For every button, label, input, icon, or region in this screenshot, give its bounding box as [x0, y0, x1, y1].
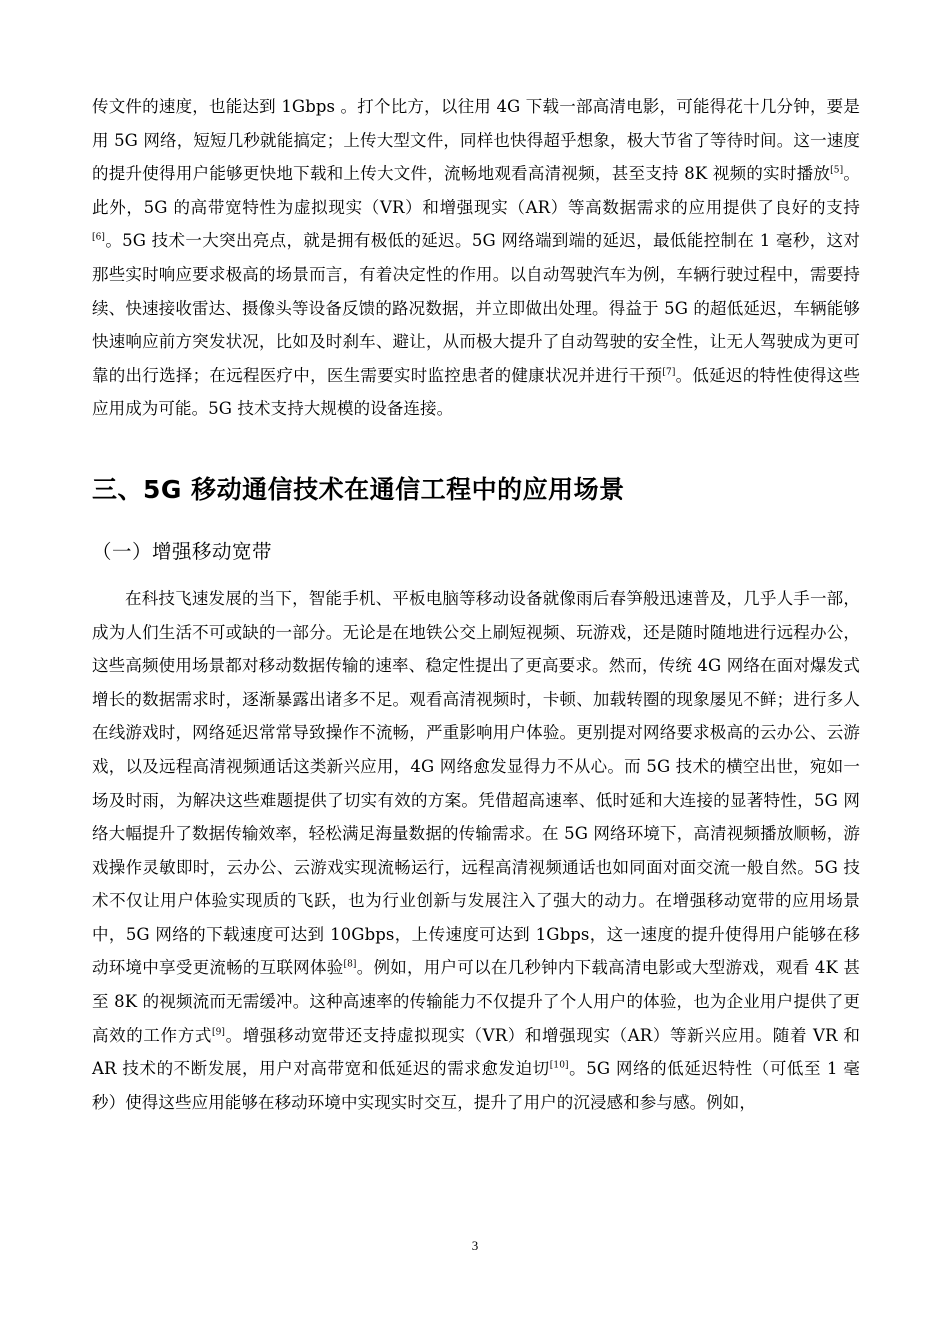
paragraph-text: 。例如，用户可以在几秒钟内下载高清电影或大型游戏，观看 4K 甚至 8K 的视频流而无需缓冲。这种高速率的传输能力不仅提升了个人用户的体验，也为企业用户提供了更高效的工作方式 — [92, 958, 861, 1045]
citation-ref: [7] — [662, 367, 676, 378]
paragraph-text: 在科技飞速发展的当下，智能手机、平板电脑等移动设备就像雨后春笋般迅速普及，几乎人手一部，成为人们生活不可或缺的一部分。无论是在地铁公交上刷短视频、玩游戏，还是随时随地进行远程办公，这些高频使用场景都对移动数据传输的速率、稳定性提出了更高要求。然而，传统 4G 网络在面对爆发式增长的数据需求时，逐渐暴露出诸多不足。观看高清视频时，卡顿、加载转圈的现象屡见不鲜；进行多人在线游戏时，网络延迟常常导致操作不流畅，严重影响用户体验。更别提对网络要求极高的云办公、云游戏，以及远程高清视频通话这类新兴应用，4G 网络愈发显得力不从心。而 5G 技术的横空出世，宛如一场及时雨，为解决这些难题提供了切实有效的方案。凭借超高速率、低时延和大连接的显著特性，5G 网络大幅提升了数据传输效率，轻松满足海量数据的传输需求。在 5G 网络环境下，高清视频播放顺畅，游戏操作灵敏即时，云办公、云游戏实现流畅运行，远程高清视频通话也如同面对面交流一般自然。5G 技术不仅让用户体验实现质的飞跃，也为行业创新与发展注入了强大的动力。在增强移动宽带的应用场景中，5G 网络的下载速度可达到 10Gbps，上传速度可达到 1Gbps，这一速度的提升使得用户能够在移动环境中享受更流畅的互联网体验 — [92, 588, 860, 978]
citation-ref: [8] — [343, 959, 357, 970]
section-heading: 三、5G 移动通信技术在通信工程中的应用场景 — [92, 474, 625, 504]
page-content — [92, 90, 860, 1119]
paragraph-text: 。低延迟的特性使得这些应用成为可能。5G 技术支持大规模的设备连接。 — [92, 365, 860, 419]
citation-ref: [5] — [830, 165, 844, 176]
page-number: 3 — [471, 1238, 479, 1253]
body-paragraph-2 — [92, 582, 860, 1120]
citation-ref: [6] — [92, 232, 106, 243]
paragraph-text: 。5G 网络的低延迟特性（可低至 1 毫秒）使得这些应用能够在移动环境中实现实时交互，提升了用户的沉浸感和参与感。例如， — [92, 1059, 860, 1112]
citation-ref: [9] — [211, 1027, 226, 1038]
paragraph-text: 。5G 技术一大突出亮点，就是拥有极低的延迟。5G 网络端到端的延迟，最低能控制在 1 毫秒，这对那些实时响应要求极高的场景而言，有着决定性的作用。以自动驾驶汽车为例，车辆行驶过程中，需要持续、快速接收雷达、摄像头等设备反馈的路况数据，并立即做出处理。得益于 5G 的超低延迟，车辆能够快速响应前方突发状况，比如及时刹车、避让，从而极大提升了自动驾驶的安全性，让无人驾驶成为更可靠的出行选择；在远程医疗中，医生需要实时监控患者的健康状况并进行干预 — [92, 231, 860, 385]
citation-ref: [10] — [549, 1060, 569, 1071]
body-paragraph-1 — [92, 90, 860, 426]
paragraph-text: 。此外，5G 的高带宽特性为虚拟现实（VR）和增强现实（AR）等高数据需求的应用提供了良好的支持 — [92, 164, 860, 217]
paragraph-text: 。增强移动宽带还支持虚拟现实（VR）和增强现实（AR）等新兴应用。随着 VR 和 AR 技术的不断发展，用户对高带宽和低延迟的需求愈发迫切 — [92, 1025, 860, 1079]
paragraph-text: 传文件的速度，也能达到 1Gbps 。打个比方，以往用 4G 下载一部高清电影，可能得花十几分钟，要是用 5G 网络，短短几秒就能搞定；上传大型文件，同样也快得超乎想象，极大节省了等待时间。这一速度的提升使得用户能够更快地下载和上传大文件，流畅地观看高清视频，甚至支持 8K 视频的实时播放 — [92, 97, 860, 184]
subsection-heading: （一）增强移动宽带 — [92, 539, 273, 563]
